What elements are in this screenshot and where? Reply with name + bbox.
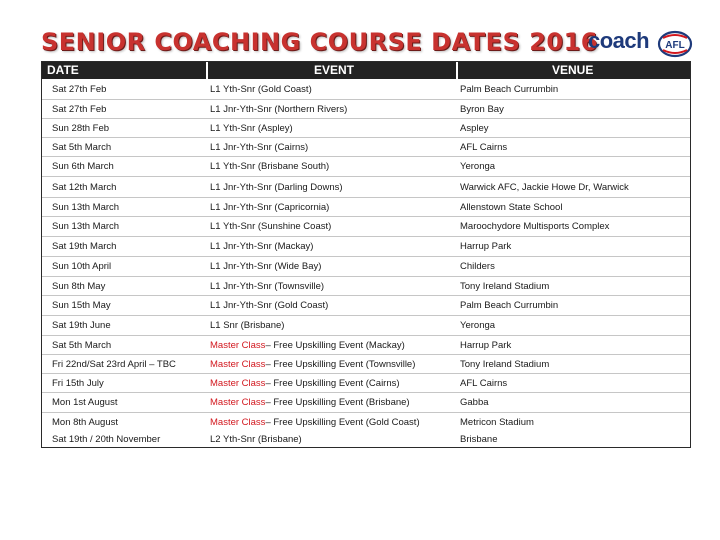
row-event — [210, 393, 410, 412]
row-event — [210, 316, 284, 335]
row-venue: Gabba — [460, 397, 489, 408]
event-text: L1 Yth-Snr (Aspley) — [210, 122, 293, 134]
row-venue: AFL Cairns — [460, 377, 508, 389]
row-event — [210, 100, 347, 118]
row-venue: Allenstown State School — [460, 201, 563, 213]
master-class-label: Master Class — [210, 397, 266, 408]
header-date: DATE — [47, 63, 79, 77]
row-date: Sat 12th March — [52, 181, 117, 193]
row-event — [210, 296, 328, 315]
table-row — [42, 216, 690, 236]
row-date: Sat 27th Feb — [52, 83, 107, 95]
table-row — [42, 354, 690, 373]
course-dates-table — [41, 61, 691, 448]
event-text: L1 Snr (Brisbane) — [210, 320, 285, 331]
master-class-label: Master Class — [210, 339, 266, 351]
event-text: L1 Jnr-Yth-Snr (Capricornia) — [210, 201, 330, 213]
row-date: Mon 8th August — [52, 416, 119, 428]
event-text: L1 Yth-Snr (Brisbane South) — [210, 161, 330, 172]
row-venue: Tony Ireland Stadium — [460, 358, 550, 370]
table-row — [42, 412, 690, 431]
row-venue: Tony Ireland Stadium — [460, 280, 550, 292]
row-event — [210, 138, 308, 156]
row-date: Mon 1st August — [52, 397, 118, 408]
table-row — [42, 236, 690, 256]
row-date: Fri 22nd/Sat 23rd April – TBC — [52, 358, 176, 370]
master-class-label: Master Class — [210, 416, 266, 428]
row-date: Sun 6th March — [52, 161, 114, 172]
event-text: L1 Jnr-Yth-Snr (Gold Coast) — [210, 300, 329, 311]
row-venue: Palm Beach Currumbin — [460, 300, 559, 311]
master-class-label: Master Class — [210, 377, 266, 389]
row-event — [210, 198, 329, 216]
table-row — [42, 137, 690, 156]
row-date: Sun 13th March — [52, 201, 120, 213]
row-date: Sat 19th / 20th November — [52, 433, 161, 445]
event-text: L1 Yth-Snr (Sunshine Coast) — [210, 221, 332, 232]
logo-badge-text: AFL — [665, 40, 685, 51]
event-text: L1 Yth-Snr (Gold Coast) — [210, 83, 312, 95]
master-class-label: Master Class — [210, 358, 266, 370]
row-event — [210, 217, 331, 236]
table-row — [42, 99, 690, 118]
event-text: L2 Yth-Snr (Brisbane) — [210, 433, 302, 445]
event-text: – Free Upskilling Event (Townsville) — [265, 358, 416, 370]
row-event — [210, 374, 400, 392]
row-event — [210, 237, 313, 256]
row-date: Sat 5th March — [52, 339, 112, 351]
table-row — [42, 392, 690, 412]
header-event: EVENT — [314, 63, 355, 77]
row-venue: Childers — [460, 261, 495, 272]
table-row — [42, 315, 690, 335]
event-text: – Free Upskilling Event (Cairns) — [265, 377, 400, 389]
table-row — [42, 118, 690, 137]
header-divider — [206, 62, 208, 79]
table-row — [42, 256, 690, 276]
row-date: Sun 15th May — [52, 300, 111, 311]
event-text: L1 Jnr-Yth-Snr (Darling Downs) — [210, 181, 343, 193]
table-row — [42, 276, 690, 295]
event-text: L1 Jnr-Yth-Snr (Wide Bay) — [210, 261, 322, 272]
table-header — [42, 62, 690, 79]
row-venue: Metricon Stadium — [460, 416, 534, 428]
row-date: Fri 15th July — [52, 377, 104, 389]
table-row — [42, 156, 690, 176]
row-venue: Yeronga — [460, 320, 496, 331]
page-title: SENIOR COACHING COURSE DATES 2016 — [41, 28, 599, 56]
row-date: Sun 10th April — [52, 261, 112, 272]
row-date: Sat 19th June — [52, 320, 111, 331]
row-venue: Harrup Park — [460, 241, 512, 252]
row-event — [210, 79, 312, 99]
row-date: Sat 27th Feb — [52, 103, 107, 115]
event-text: – Free Upskilling Event (Mackay) — [265, 339, 405, 351]
row-event — [210, 157, 329, 176]
event-text: L1 Jnr-Yth-Snr (Townsville) — [210, 280, 325, 292]
row-event — [210, 431, 302, 447]
row-venue: AFL Cairns — [460, 141, 508, 153]
row-venue: Yeronga — [460, 161, 496, 172]
event-text: L1 Jnr-Yth-Snr (Mackay) — [210, 241, 314, 252]
row-event — [210, 257, 321, 276]
logo-wordmark: coach — [588, 28, 650, 53]
row-venue: Harrup Park — [460, 339, 512, 351]
row-event — [210, 355, 415, 373]
row-date: Sun 8th May — [52, 280, 106, 292]
row-date: Sat 5th March — [52, 141, 112, 153]
row-date: Sat 19th March — [52, 241, 117, 252]
row-venue: Warwick AFC, Jackie Howe Dr, Warwick — [460, 181, 629, 193]
row-venue: Palm Beach Currumbin — [460, 83, 559, 95]
event-text: L1 Jnr-Yth-Snr (Northern Rivers) — [210, 103, 348, 115]
table-row — [42, 79, 690, 99]
event-text: L1 Jnr-Yth-Snr (Cairns) — [210, 141, 309, 153]
table-row — [42, 431, 690, 447]
table-row — [42, 373, 690, 392]
event-text: – Free Upskilling Event (Brisbane) — [265, 397, 410, 408]
row-date: Sun 13th March — [52, 221, 120, 232]
row-venue: Maroochydore Multisports Complex — [460, 221, 610, 232]
row-venue: Aspley — [460, 122, 489, 134]
row-event — [210, 336, 405, 354]
row-event — [210, 177, 343, 197]
table-row — [42, 335, 690, 354]
row-event — [210, 413, 420, 431]
row-venue: Byron Bay — [460, 103, 504, 115]
row-date: Sun 28th Feb — [52, 122, 110, 134]
event-text: – Free Upskilling Event (Gold Coast) — [265, 416, 420, 428]
header-venue: VENUE — [552, 63, 594, 77]
table-row — [42, 176, 690, 197]
table-row — [42, 295, 690, 315]
coach-afl-logo — [585, 28, 695, 64]
afl-ball-icon — [657, 29, 693, 59]
row-venue: Brisbane — [460, 433, 498, 445]
header-divider — [456, 62, 458, 79]
row-event — [210, 119, 293, 137]
table-row — [42, 197, 690, 216]
row-event — [210, 277, 324, 295]
